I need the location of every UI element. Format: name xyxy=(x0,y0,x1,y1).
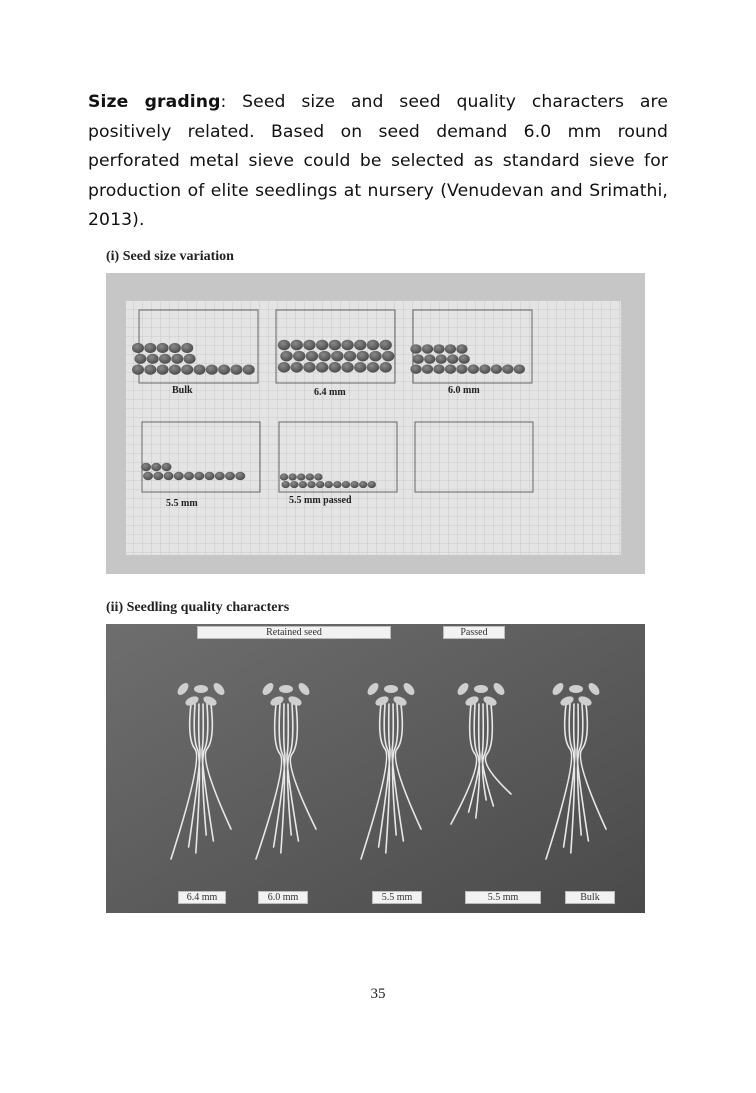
seed xyxy=(218,365,230,375)
seed xyxy=(367,340,379,351)
seed xyxy=(433,344,444,354)
seed xyxy=(143,472,153,481)
seed xyxy=(230,365,242,375)
seed xyxy=(303,362,315,373)
page-number: 35 xyxy=(370,986,386,1002)
seed xyxy=(278,340,290,351)
seed xyxy=(297,473,305,480)
seedling-leaf xyxy=(569,685,583,693)
seed xyxy=(169,365,181,375)
seed xyxy=(445,364,456,374)
seed xyxy=(151,463,161,472)
seed xyxy=(215,472,225,481)
seed xyxy=(280,473,288,480)
seed xyxy=(281,481,289,488)
seed xyxy=(357,351,369,362)
seed xyxy=(369,351,381,362)
seed xyxy=(502,364,513,374)
seed xyxy=(379,362,391,373)
seed-grid-illustration xyxy=(106,273,645,574)
seed xyxy=(278,362,290,373)
seed xyxy=(299,481,307,488)
seedling-label-6-4mm: 6.4 mm xyxy=(178,891,226,904)
seed xyxy=(325,481,333,488)
seed xyxy=(329,362,341,373)
seed xyxy=(235,472,245,481)
seed xyxy=(445,344,456,354)
seed xyxy=(456,344,467,354)
seed xyxy=(413,354,424,364)
seed xyxy=(410,364,421,374)
seed xyxy=(354,362,366,373)
seed xyxy=(162,463,172,472)
paragraph-text: : Seed size and seed quality characters are positively related. Based on seed demand 6.0 mm round perforated metal sieve could be selected as standard sieve for production of elite seedlings at nursery (Venudevan and Srimathi, 2013). xyxy=(88,92,668,230)
seed xyxy=(331,351,343,362)
seed xyxy=(293,351,305,362)
seedling-illustration xyxy=(106,624,645,913)
seed xyxy=(132,365,144,375)
seed xyxy=(316,340,328,351)
seed xyxy=(422,364,433,374)
seed xyxy=(169,343,181,353)
seed xyxy=(280,351,292,362)
seed xyxy=(184,472,194,481)
label-6-4mm: 6.4 mm xyxy=(314,387,346,398)
seed xyxy=(410,344,421,354)
seed xyxy=(157,365,169,375)
seed xyxy=(144,343,156,353)
seed xyxy=(171,354,183,364)
seed xyxy=(147,354,159,364)
label-6-0mm: 6.0 mm xyxy=(448,385,480,396)
seed xyxy=(318,351,330,362)
seed xyxy=(153,472,163,481)
seed xyxy=(329,340,341,351)
seed xyxy=(367,362,379,373)
seed xyxy=(424,354,435,364)
label-5-5mm: 5.5 mm xyxy=(166,498,198,509)
seed xyxy=(342,481,350,488)
seed xyxy=(134,354,146,364)
figure2-title: (ii) Seedling quality characters xyxy=(106,600,290,615)
seed xyxy=(243,365,255,375)
paragraph-heading: Size grading xyxy=(88,92,221,112)
seed xyxy=(341,362,353,373)
seedling-label-6-0mm: 6.0 mm xyxy=(258,891,308,904)
figure1-title: (i) Seed size variation xyxy=(106,249,234,264)
seedling-label-bulk: Bulk xyxy=(565,891,615,904)
seed xyxy=(306,473,314,480)
seed xyxy=(291,340,303,351)
seed xyxy=(194,365,206,375)
seed xyxy=(206,365,218,375)
seed xyxy=(144,365,156,375)
seed xyxy=(303,340,315,351)
seed xyxy=(205,472,215,481)
seed xyxy=(341,340,353,351)
seed xyxy=(316,362,328,373)
tag-retained-seed: Retained seed xyxy=(197,626,391,639)
seed xyxy=(456,364,467,374)
seedling-leaf xyxy=(474,685,488,693)
seed-size-photo xyxy=(106,273,645,574)
tag-passed: Passed xyxy=(443,626,505,639)
seed xyxy=(316,481,324,488)
seed xyxy=(225,472,235,481)
seedling-leaf xyxy=(384,685,398,693)
seed xyxy=(436,354,447,364)
seedling-leaf xyxy=(194,685,208,693)
seed xyxy=(382,351,394,362)
seed xyxy=(194,472,204,481)
body-paragraph xyxy=(88,88,668,236)
seed xyxy=(159,354,171,364)
seed xyxy=(447,354,458,364)
seed xyxy=(350,481,358,488)
seed xyxy=(181,365,193,375)
seed xyxy=(433,364,444,374)
seedling-photo xyxy=(106,624,645,913)
seed xyxy=(479,364,490,374)
seed xyxy=(290,481,298,488)
seedling-label-5-5mm-passed: 5.5 mm xyxy=(465,891,541,904)
seed xyxy=(354,340,366,351)
seed xyxy=(468,364,479,374)
seed xyxy=(368,481,376,488)
seed xyxy=(181,343,193,353)
seed xyxy=(307,481,315,488)
seed xyxy=(141,463,151,472)
seed xyxy=(422,344,433,354)
seed xyxy=(164,472,174,481)
seed xyxy=(344,351,356,362)
seed xyxy=(132,343,144,353)
seedling-label-5-5mm-retained: 5.5 mm xyxy=(372,891,422,904)
seed xyxy=(333,481,341,488)
seed xyxy=(314,473,322,480)
seed xyxy=(306,351,318,362)
seed xyxy=(379,340,391,351)
label-bulk: Bulk xyxy=(172,385,193,396)
seed xyxy=(288,473,296,480)
seed xyxy=(459,354,470,364)
seed xyxy=(514,364,525,374)
seed xyxy=(491,364,502,374)
seed xyxy=(184,354,196,364)
label-5-5mm-passed: 5.5 mm passed xyxy=(289,495,352,506)
seed xyxy=(359,481,367,488)
seedling-leaf xyxy=(279,685,293,693)
seed xyxy=(174,472,184,481)
seed xyxy=(157,343,169,353)
seed xyxy=(291,362,303,373)
